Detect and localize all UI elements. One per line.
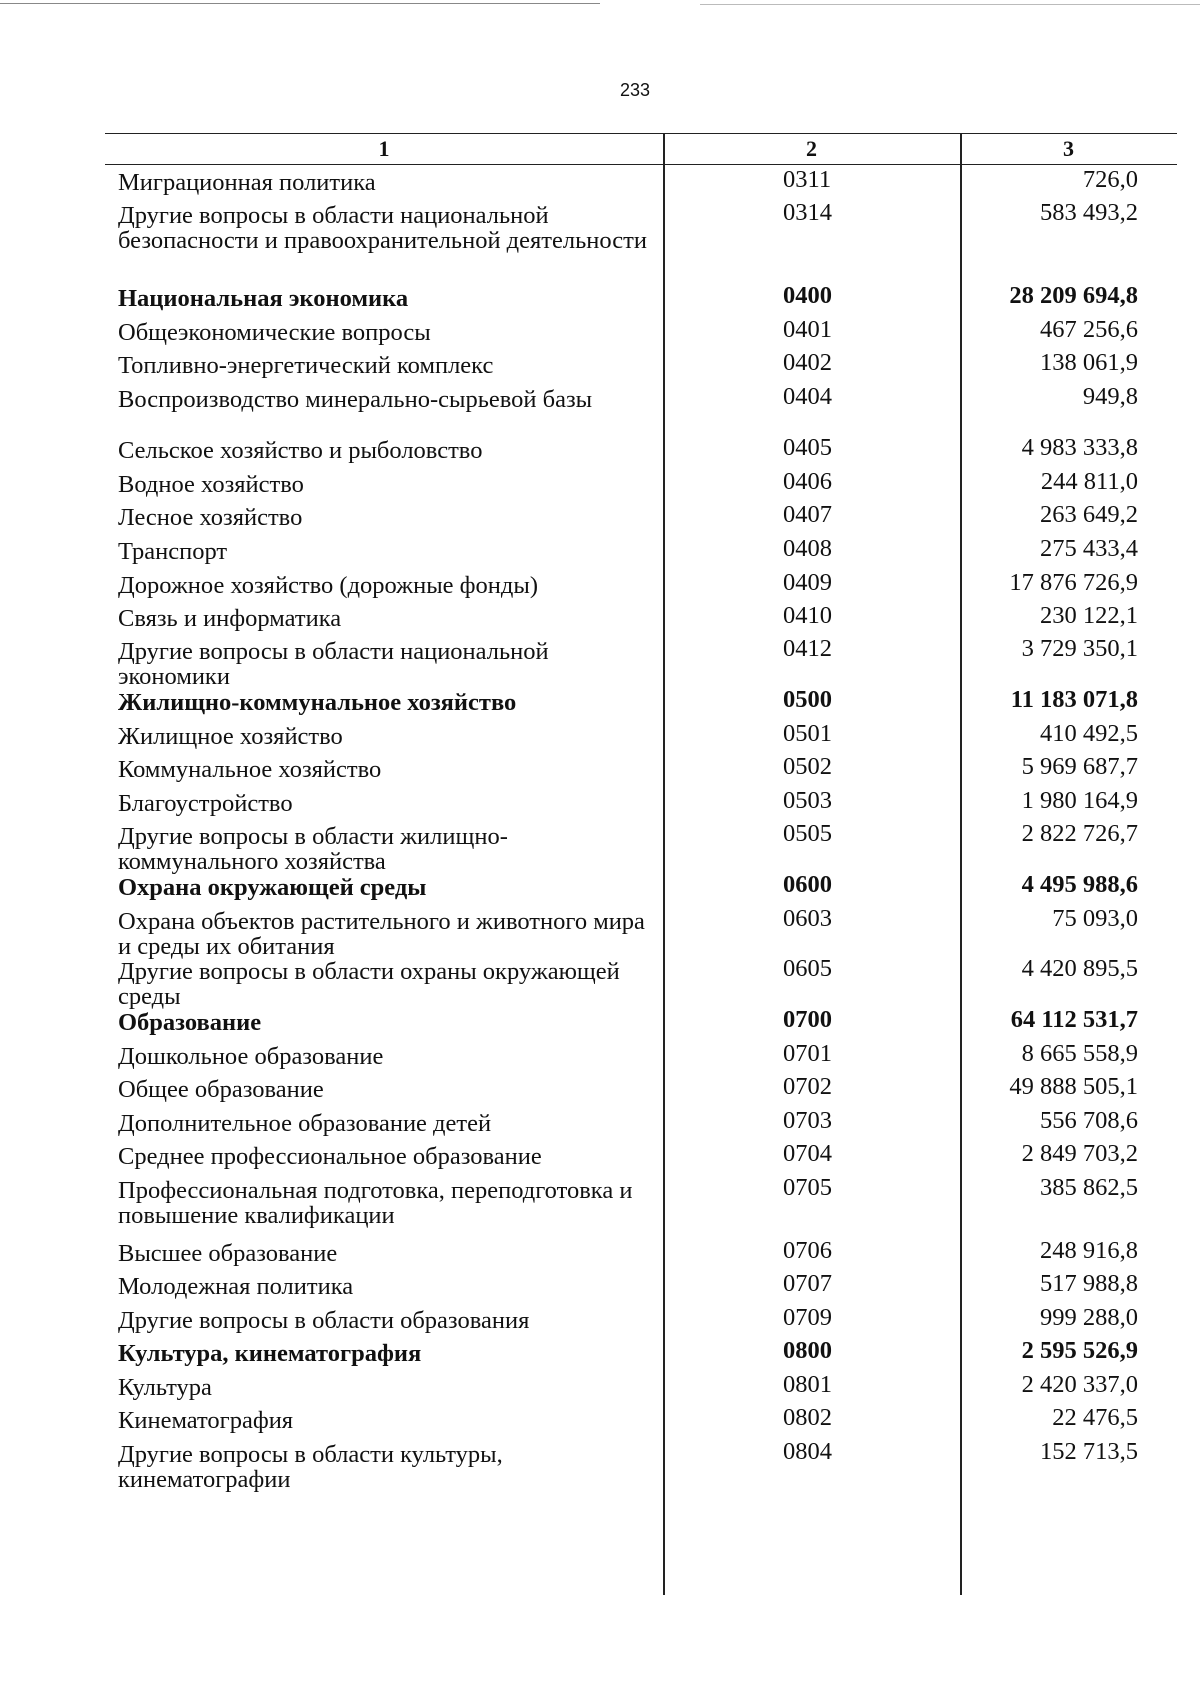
row-name: Профессиональная подготовка, переподготовка и повышение квалификации (118, 1177, 633, 1229)
table-row (105, 819, 1177, 875)
row-amount: 230 122,1 (1040, 602, 1138, 629)
row-amount: 28 209 694,8 (1009, 282, 1138, 309)
table-row (105, 1039, 1177, 1072)
row-code: 0709 (783, 1304, 832, 1331)
row-name: Дошкольное образование (118, 1043, 384, 1070)
row-code: 0407 (783, 501, 832, 528)
row-amount: 583 493,2 (1040, 199, 1138, 226)
row-amount: 11 183 071,8 (1010, 686, 1138, 713)
row-code: 0501 (783, 720, 832, 747)
row-name: Лесное хозяйство (118, 504, 303, 531)
row-name: Благоустройство (118, 790, 293, 817)
budget-table (105, 133, 1177, 1493)
row-code: 0410 (783, 602, 832, 629)
table-row (105, 1106, 1177, 1139)
row-code: 0605 (783, 955, 832, 982)
scan-edge-line (0, 3, 600, 4)
row-name: Дополнительное образование детей (118, 1110, 492, 1137)
scan-edge-line (700, 4, 1200, 5)
row-amount: 275 433,4 (1040, 535, 1138, 562)
row-amount: 244 811,0 (1040, 468, 1138, 495)
table-row (105, 348, 1177, 382)
table-row (105, 870, 1177, 904)
table-row (105, 1072, 1177, 1106)
table-body (105, 165, 1177, 1493)
row-code: 0502 (783, 753, 832, 780)
row-code: 0800 (783, 1337, 832, 1364)
table-row (105, 634, 1177, 690)
row-name: Культура (118, 1374, 212, 1401)
row-amount: 4 983 333,8 (1021, 434, 1138, 461)
row-name: Транспорт (118, 538, 228, 565)
table-row (105, 1370, 1177, 1403)
row-code: 0702 (783, 1073, 832, 1100)
row-code: 0603 (783, 905, 832, 932)
row-amount: 2 822 726,7 (1021, 820, 1138, 847)
table-row (105, 1139, 1177, 1173)
row-amount: 949,8 (1082, 383, 1138, 410)
row-code: 0314 (783, 199, 832, 226)
row-code: 0804 (783, 1438, 832, 1465)
row-name: Миграционная политика (118, 169, 376, 196)
row-code: 0503 (783, 787, 832, 814)
row-name: Водное хозяйство (118, 471, 304, 498)
table-row (105, 1173, 1177, 1236)
table-header (105, 134, 1177, 165)
row-name: Общее образование (118, 1076, 324, 1103)
header-cell-amount: 3 (1063, 136, 1074, 161)
row-name: Высшее образование (118, 1240, 338, 1267)
row-code: 0408 (783, 535, 832, 562)
row-name: Национальная экономика (118, 285, 409, 312)
row-name: Жилищно-коммунальное хозяйство (118, 689, 517, 716)
row-amount: 2 849 703,2 (1021, 1140, 1138, 1167)
row-name: Охрана окружающей среды (118, 874, 427, 901)
table-row (105, 1403, 1177, 1437)
row-name: Общеэкономические вопросы (118, 319, 431, 346)
row-code: 0600 (783, 871, 832, 898)
row-code: 0404 (783, 383, 832, 410)
row-name: Молодежная политика (118, 1273, 354, 1300)
table-row (105, 433, 1177, 467)
table-row (105, 685, 1177, 719)
row-amount: 75 093,0 (1052, 905, 1138, 932)
table-row (105, 954, 1177, 1010)
table-row (105, 1005, 1177, 1039)
table-row (105, 165, 1177, 198)
row-code: 0801 (783, 1371, 832, 1398)
row-amount: 3 729 350,1 (1021, 635, 1138, 662)
row-name: Другие вопросы в области жилищно-коммунального хозяйства (118, 823, 508, 875)
row-name: Другие вопросы в области культуры, кинематографии (118, 1441, 503, 1493)
row-code: 0706 (783, 1237, 832, 1264)
row-name: Кинематография (118, 1407, 294, 1434)
row-code: 0402 (783, 349, 832, 376)
row-name: Коммунальное хозяйство (118, 756, 382, 783)
row-amount: 1 980 164,9 (1021, 787, 1138, 814)
table-row (105, 315, 1177, 348)
row-code: 0701 (783, 1040, 832, 1067)
row-amount: 467 256,6 (1040, 316, 1138, 343)
row-amount: 726,0 (1082, 166, 1138, 193)
row-name: Среднее профессиональное образование (118, 1143, 542, 1170)
row-name: Охрана объектов растительного и животного мира и среды их обитания (118, 908, 645, 960)
table-row (105, 500, 1177, 534)
row-name: Другие вопросы в области национальной экономики (118, 638, 549, 690)
row-code: 0401 (783, 316, 832, 343)
row-amount: 138 061,9 (1040, 349, 1138, 376)
table-row (105, 904, 1177, 960)
row-amount: 49 888 505,1 (1009, 1073, 1138, 1100)
row-name: Жилищное хозяйство (118, 723, 343, 750)
row-amount: 152 713,5 (1040, 1438, 1138, 1465)
table-row (105, 198, 1177, 281)
row-code: 0409 (783, 569, 832, 596)
row-name: Образование (118, 1009, 262, 1036)
row-code: 0400 (783, 282, 832, 309)
row-amount: 556 708,6 (1040, 1107, 1138, 1134)
table-row (105, 1236, 1177, 1269)
row-amount: 64 112 531,7 (1010, 1006, 1138, 1033)
row-amount: 410 492,5 (1040, 720, 1138, 747)
row-amount: 248 916,8 (1040, 1237, 1138, 1264)
row-code: 0707 (783, 1270, 832, 1297)
table-row (105, 719, 1177, 752)
table-row (105, 534, 1177, 568)
table-row (105, 786, 1177, 819)
table-row (105, 467, 1177, 500)
row-code: 0405 (783, 434, 832, 461)
row-amount: 17 876 726,9 (1009, 569, 1138, 596)
row-name: Культура, кинематография (118, 1340, 422, 1367)
row-amount: 385 862,5 (1040, 1174, 1138, 1201)
row-amount: 517 988,8 (1040, 1270, 1138, 1297)
row-name: Другие вопросы в области образования (118, 1307, 530, 1334)
row-amount: 263 649,2 (1040, 501, 1138, 528)
row-code: 0406 (783, 468, 832, 495)
row-code: 0704 (783, 1140, 832, 1167)
row-amount: 4 495 988,6 (1021, 871, 1138, 898)
row-amount: 5 969 687,7 (1021, 753, 1138, 780)
row-amount: 4 420 895,5 (1021, 955, 1138, 982)
row-name: Дорожное хозяйство (дорожные фонды) (118, 572, 539, 599)
page-number: 233 (619, 80, 651, 100)
table-row (105, 1269, 1177, 1303)
row-code: 0703 (783, 1107, 832, 1134)
row-code: 0705 (783, 1174, 832, 1201)
row-amount: 22 476,5 (1052, 1404, 1138, 1431)
row-name: Связь и информатика (118, 605, 342, 632)
table-row (105, 1303, 1177, 1336)
row-amount: 2 595 526,9 (1021, 1337, 1138, 1364)
row-code: 0311 (783, 166, 832, 193)
table-row (105, 752, 1177, 786)
header-cell-code: 2 (806, 136, 817, 161)
table-row (105, 1437, 1177, 1493)
table-row (105, 281, 1177, 315)
table-row (105, 382, 1177, 433)
header-cell-name: 1 (378, 136, 390, 161)
row-amount: 2 420 337,0 (1021, 1371, 1138, 1398)
row-name: Другие вопросы в области национальной безопасности и правоохранительной деятельности (118, 202, 647, 254)
row-code: 0500 (783, 686, 832, 713)
row-name: Сельское хозяйство и рыболовство (118, 437, 483, 464)
table-row (105, 1336, 1177, 1370)
table-row (105, 601, 1177, 634)
row-name: Воспроизводство минерально-сырьевой базы (118, 386, 593, 413)
row-amount: 999 288,0 (1040, 1304, 1138, 1331)
row-name: Другие вопросы в области охраны окружающей среды (118, 958, 620, 1010)
row-code: 0802 (783, 1404, 832, 1431)
row-code: 0700 (783, 1006, 832, 1033)
row-code: 0505 (783, 820, 832, 847)
row-code: 0412 (783, 635, 832, 662)
row-name: Топливно-энергетический комплекс (118, 352, 494, 379)
table-row (105, 568, 1177, 601)
row-amount: 8 665 558,9 (1021, 1040, 1138, 1067)
